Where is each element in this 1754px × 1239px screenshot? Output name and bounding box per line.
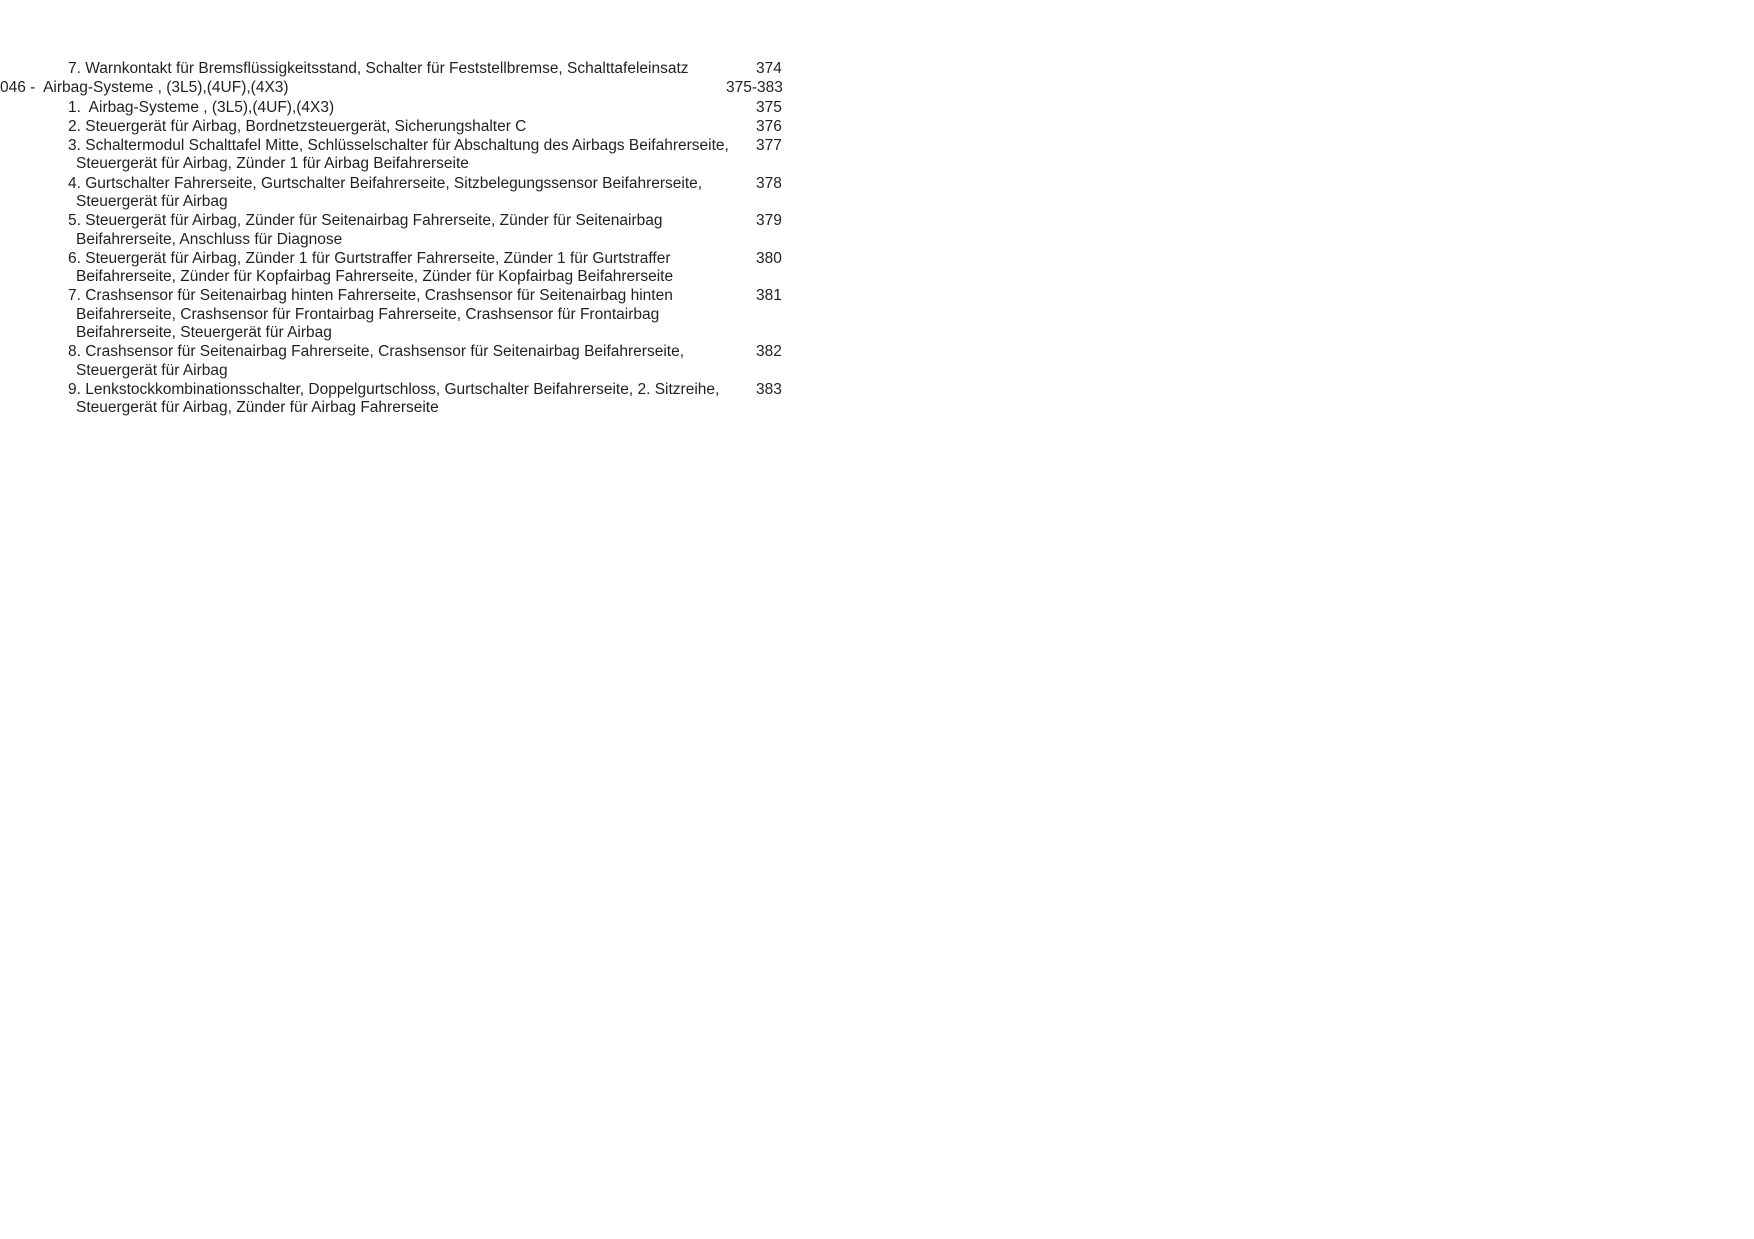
toc-entry-label: 046 - Airbag-Systeme , (3L5),(4UF),(4X3) <box>0 79 289 97</box>
toc-entry[interactable] <box>0 137 1754 174</box>
toc-entry-page: 374 <box>756 60 782 77</box>
toc-entry-label: 3. Schaltermodul Schalttafel Mitte, Schlüsselschalter für Abschaltung des Airbags Beifahrerseite, Steuergerät für Airbag, Zünder 1 für Airbag Beifahrerseite <box>68 137 734 173</box>
toc-entry[interactable] <box>0 118 1754 136</box>
toc-entry-label: 7. Crashsensor für Seitenairbag hinten Fahrerseite, Crashsensor für Seitenairbag hinten Beifahrerseite, Crashsensor für Frontairbag Fahrerseite, Crashsensor für Frontairbag Beifahrerseite, Steuergerät für Airbag <box>68 287 678 341</box>
toc-entry[interactable] <box>0 60 1754 78</box>
toc-entry[interactable] <box>0 212 1754 249</box>
toc-entry-label: 1. Airbag-Systeme , (3L5),(4UF),(4X3) <box>68 98 335 116</box>
toc-entry-page: 378 <box>756 174 782 192</box>
toc-entry-label: 9. Lenkstockkombinationsschalter, Doppelgurtschloss, Gurtschalter Beifahrerseite, 2. Sitzreihe, Steuergerät für Airbag, Zünder für Airbag Fahrerseite <box>68 380 724 417</box>
toc-entry[interactable] <box>0 99 1754 117</box>
toc-entry-page: 379 <box>756 212 782 230</box>
table-of-contents <box>0 60 1754 417</box>
toc-entry[interactable] <box>0 343 1754 380</box>
toc-entry-page: 383 <box>756 380 782 398</box>
toc-entry-label: 6. Steuergerät für Airbag, Zünder 1 für Gurtstraffer Fahrerseite, Zünder 1 für Gurtstraffer Beifahrerseite, Zünder für Kopfairbag Fahrerseite, Zünder für Kopfairbag Beifahrerseite <box>68 249 675 286</box>
toc-entry-page: 381 <box>756 287 782 305</box>
toc-entry[interactable] <box>0 381 1754 418</box>
toc-entry-label: 8. Crashsensor für Seitenairbag Fahrerseite, Crashsensor für Seitenairbag Beifahrerseite, Steuergerät für Airbag <box>68 343 689 379</box>
toc-entry-label: 5. Steuergerät für Airbag, Zünder für Seitenairbag Fahrerseite, Zünder für Seitenairbag Beifahrerseite, Anschluss für Diagnose <box>68 212 667 248</box>
toc-entry[interactable] <box>0 287 1754 342</box>
toc-entry-page: 375-383 <box>726 79 783 97</box>
toc-entry-page: 382 <box>756 343 782 361</box>
toc-entry-label: 4. Gurtschalter Fahrerseite, Gurtschalter Beifahrerseite, Sitzbelegungssensor Beifahrerseite, Steuergerät für Airbag <box>68 174 707 210</box>
toc-entry[interactable] <box>0 79 1754 97</box>
toc-entry-page: 376 <box>756 117 782 135</box>
toc-entry-page: 377 <box>756 137 782 155</box>
toc-entry[interactable] <box>0 175 1754 212</box>
toc-entry-label: 2. Steuergerät für Airbag, Bordnetzsteuergerät, Sicherungshalter C <box>68 117 527 135</box>
toc-entry-label: 7. Warnkontakt für Bremsflüssigkeitsstand, Schalter für Feststellbremse, Schalttafeleinsatz <box>68 60 689 77</box>
toc-entry[interactable] <box>0 250 1754 287</box>
toc-entry-page: 375 <box>756 98 782 116</box>
toc-entry-page: 380 <box>756 249 782 267</box>
